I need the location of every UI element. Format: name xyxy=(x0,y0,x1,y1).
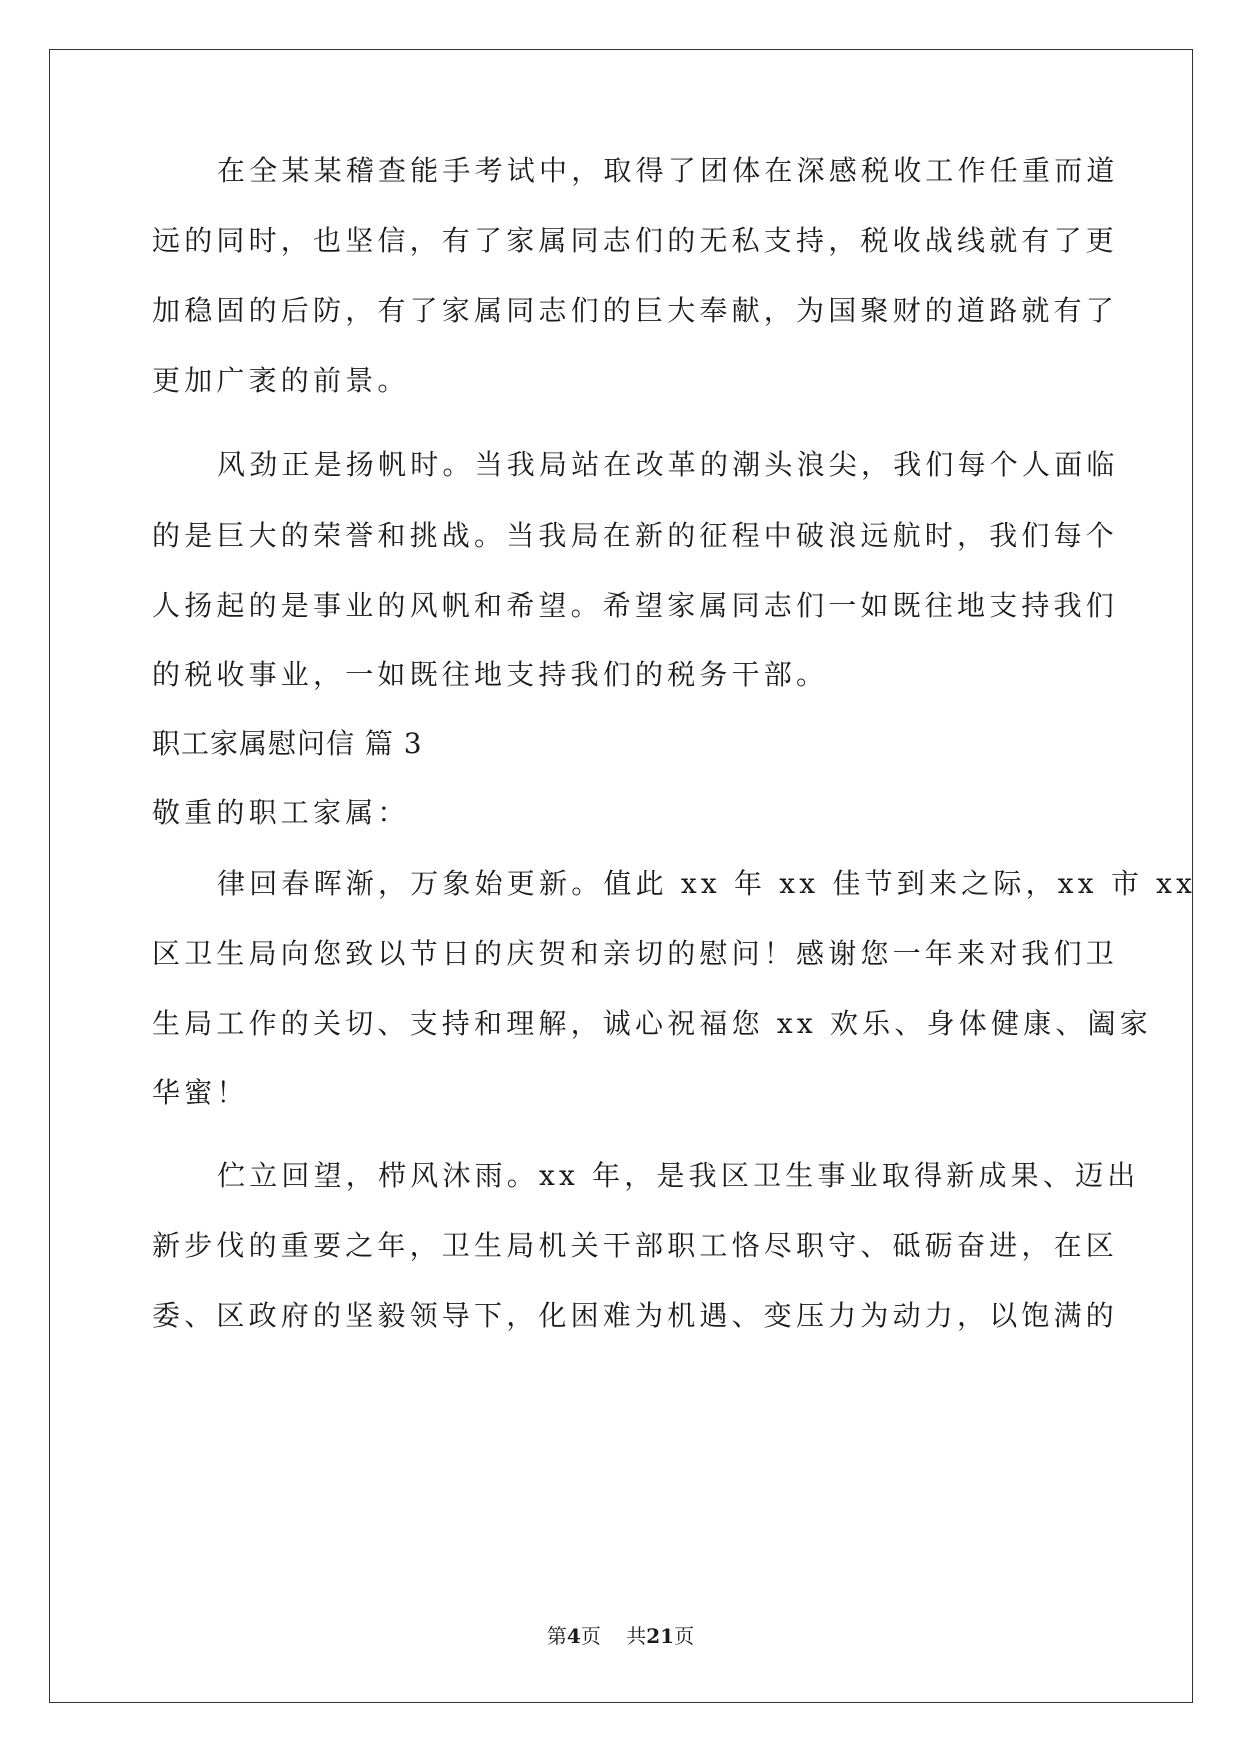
footer-page-number: 4 xyxy=(566,1624,581,1648)
paragraph-line: 的税收事业，一如既往地支持我们的税务干部。 xyxy=(152,658,829,691)
paragraph-line: 风劲正是扬帆时。当我局站在改革的潮头浪尖，我们每个人面临 xyxy=(217,448,1119,481)
paragraph-line: 华蜜！ xyxy=(152,1076,249,1109)
paragraph-line: 伫立回望，栉风沐雨。xx 年，是我区卫生事业取得新成果、迈出 xyxy=(217,1159,1140,1192)
paragraph-line: 的是巨大的荣誉和挑战。当我局在新的征程中破浪远航时，我们每个 xyxy=(152,519,1119,552)
paragraph-line: 远的同时，也坚信，有了家属同志们的无私支持，税收战线就有了更 xyxy=(152,224,1119,257)
paragraph-line: 人扬起的是事业的风帆和希望。希望家属同志们一如既往地支持我们 xyxy=(152,589,1119,622)
page-footer xyxy=(0,1622,1241,1650)
paragraph-line: 区卫生局向您致以节日的庆贺和亲切的慰问！感谢您一年来对我们卫 xyxy=(152,937,1119,970)
paragraph-line: 更加广袤的前景。 xyxy=(152,364,410,397)
footer-page-prefix: 第 xyxy=(546,1624,567,1648)
paragraph-line: 在全某某稽查能手考试中，取得了团体在深感税收工作任重而道 xyxy=(217,154,1119,187)
salutation: 敬重的职工家属： xyxy=(152,796,410,829)
footer-total-pages: 21 xyxy=(646,1624,675,1648)
paragraph-line: 新步伐的重要之年，卫生局机关干部职工恪尽职守、砥砺奋进，在区 xyxy=(152,1229,1119,1262)
footer-total-prefix: 共 xyxy=(626,1624,647,1648)
footer-page-suffix: 页 xyxy=(580,1624,601,1648)
section-heading: 职工家属慰问信 篇 3 xyxy=(152,727,423,760)
paragraph-line: 生局工作的关切、支持和理解，诚心祝福您 xx 欢乐、身体健康、阖家 xyxy=(152,1007,1152,1040)
footer-total-suffix: 页 xyxy=(674,1624,695,1648)
paragraph-line: 加稳固的后防，有了家属同志们的巨大奉献，为国聚财的道路就有了 xyxy=(152,294,1119,327)
paragraph-line: 委、区政府的坚毅领导下，化困难为机遇、变压力为动力，以饱满的 xyxy=(152,1299,1119,1332)
paragraph-line: 律回春晖渐，万象始更新。值此 xx 年 xx 佳节到来之际，xx 市 xx xyxy=(217,867,1197,900)
